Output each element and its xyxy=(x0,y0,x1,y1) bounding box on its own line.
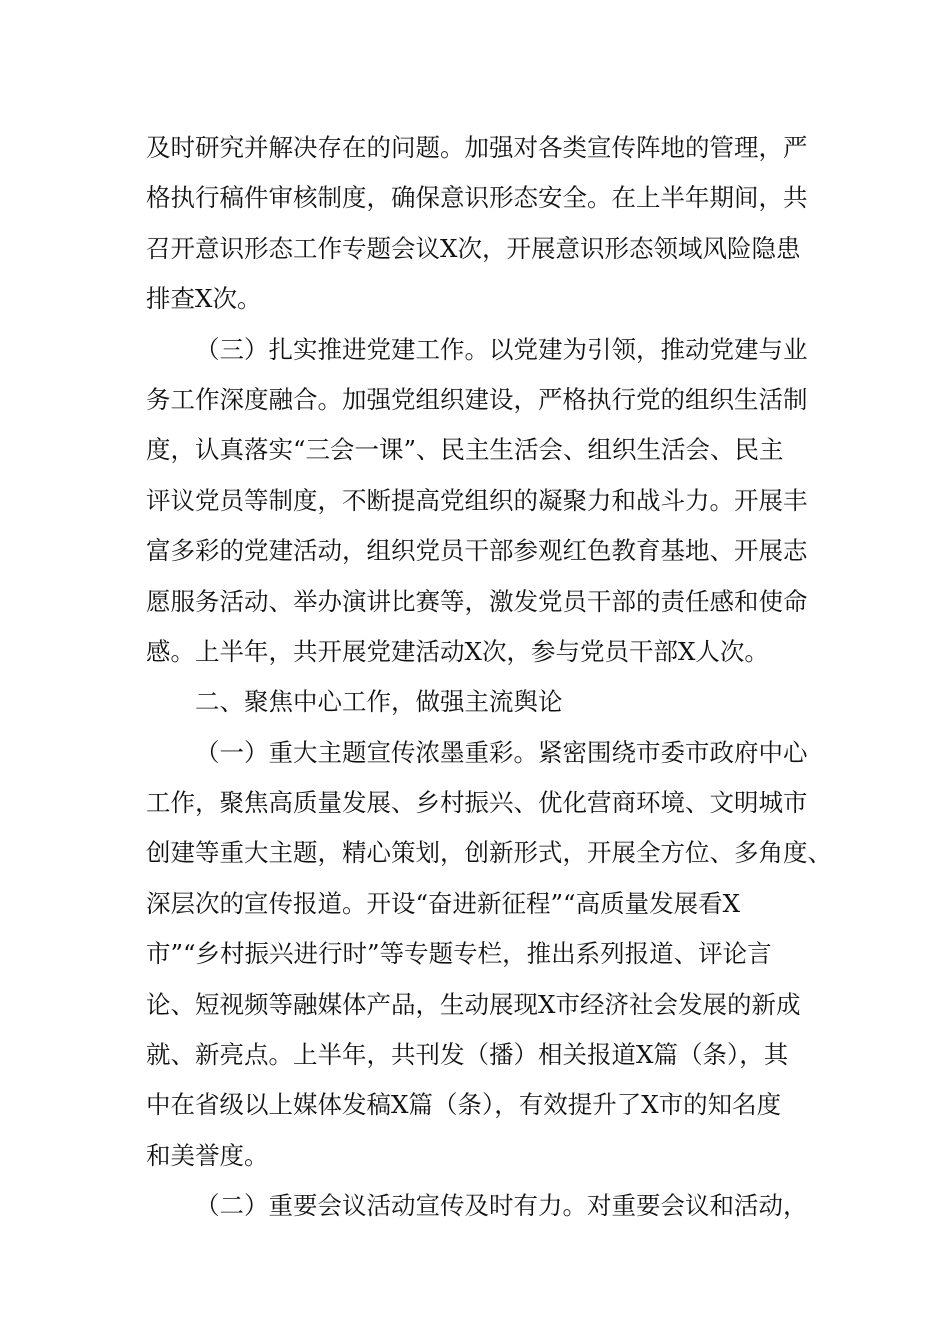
section-heading-2: 二、聚焦中心工作，做强主流舆论 xyxy=(195,687,563,717)
text-line: 创建等重大主题，精心策划，创新形式，开展全方位、多角度、 xyxy=(146,838,832,868)
text-line: 和美誉度。 xyxy=(146,1140,269,1170)
text-line: 评议党员等制度，不断提高党组织的凝聚力和战斗力。开展丰 xyxy=(146,485,808,515)
text-line: 愿服务活动、举办演讲比赛等，激发党员干部的责任感和使命 xyxy=(146,586,808,616)
document-body xyxy=(146,123,832,1232)
text-line: 就、新亮点。上半年，共刊发（播）相关报道X篇（条），其 xyxy=(146,1040,789,1070)
text-line: 排查X次。 xyxy=(146,284,262,314)
text-line: 论、短视频等融媒体产品，生动展现X市经济社会发展的新成 xyxy=(146,989,801,1019)
subsection-heading-1: （一）重大主题宣传浓墨重彩。紧密围绕市委市政府中心 xyxy=(195,737,808,767)
text-line: 富多彩的党建活动，组织党员干部参观红色教育基地、开展志 xyxy=(146,536,808,566)
subsection-heading-2: （二）重要会议活动宣传及时有力。对重要会议和活动， xyxy=(195,1191,808,1221)
text-line: 格执行稿件审核制度，确保意识形态安全。在上半年期间，共 xyxy=(146,183,808,213)
text-line: 工作，聚焦高质量发展、乡村振兴、优化营商环境、文明城市 xyxy=(146,788,808,818)
text-line: 及时研究并解决存在的问题。加强对各类宣传阵地的管理，严 xyxy=(146,133,808,162)
text-line: 市”“乡村振兴进行时”等专题专栏，推出系列报道、评论言 xyxy=(146,939,772,969)
text-line: 务工作深度融合。加强党组织建设，严格执行党的组织生活制 xyxy=(146,384,808,414)
text-line: 度，认真落实“三会一课”、民主生活会、组织生活会、民主 xyxy=(146,435,784,465)
text-line: 感。上半年，共开展党建活动X次，参与党员干部X人次。 xyxy=(146,636,769,666)
text-line: 深层次的宣传报道。开设“奋进新征程”“高质量发展看X xyxy=(146,888,741,918)
text-line: 中在省级以上媒体发稿X篇（条），有效提升了X市的知名度 xyxy=(146,1090,782,1120)
section-heading-3: （三）扎实推进党建工作。以党建为引领，推动党建与业 xyxy=(195,334,808,364)
text-line: 召开意识形态工作专题会议X次，开展意识形态领域风险隐患 xyxy=(146,233,801,263)
